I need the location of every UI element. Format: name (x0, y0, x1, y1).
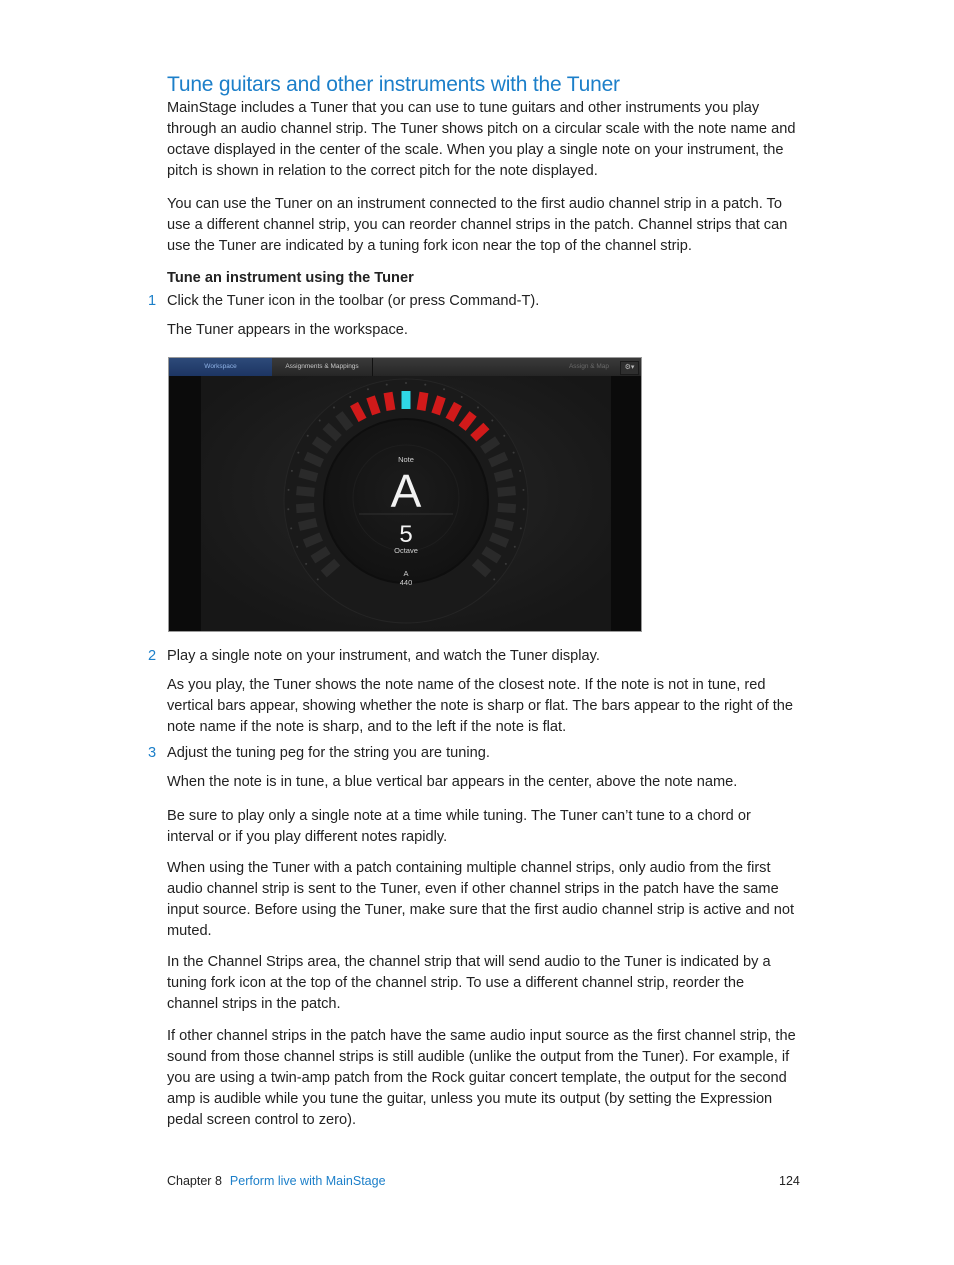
scale-tick (349, 396, 351, 398)
scale-segment (497, 486, 516, 497)
tuner-display (169, 376, 642, 632)
footer-chapter-number: Chapter 8 (167, 1174, 222, 1188)
scale-tick (503, 435, 505, 437)
scale-tick (386, 384, 388, 386)
scale-tick (296, 546, 298, 548)
scale-segment (296, 503, 315, 513)
footer-chapter-title-link[interactable]: Perform live with MainStage (229, 1174, 386, 1188)
scale-tick (367, 388, 369, 390)
intro-paragraph-2: You can use the Tuner on an instrument connected to the first audio channel strip in a patch. To use a different channel strip, you can reorder channel strips in the patch. Channel strips that can use the Tuner are indicated by a tuning fork icon near the top of the channel strip. (167, 196, 788, 254)
tuner-screenshot (168, 357, 642, 632)
scale-tick (297, 452, 299, 454)
tab-assignments-mappings[interactable]: Assignments & Mappings (272, 358, 373, 376)
step-number-2: 2 (148, 648, 157, 664)
step-3-result: When the note is in tune, a blue vertical bar appears in the center, above the note name. (167, 774, 738, 790)
scale-tick (307, 435, 309, 437)
scale-tick (333, 407, 335, 409)
scale-tick (491, 420, 493, 422)
in-tune-bar (402, 391, 411, 409)
scale-tick (287, 508, 289, 510)
scale-segment (296, 486, 315, 497)
scale-tick (522, 489, 524, 491)
note-paragraph-2: When using the Tuner with a patch containing multiple channel strips, only audio from the first audio channel strip is sent to the Tuner, even if other channel strips in the patch have the same input source. Before using the Tuner, make sure that the first audio channel strip is active and not muted. (167, 860, 795, 939)
step-text-3: Adjust the tuning peg for the string you are tuning. (167, 745, 490, 761)
footer-chapter (167, 1174, 386, 1188)
tab-assign-map[interactable]: Assign & Map (568, 363, 610, 370)
octave-label: Octave (394, 546, 418, 555)
scale-tick (424, 384, 426, 386)
scale-segment (497, 503, 516, 513)
scale-tick (405, 382, 407, 384)
reference-note: A (403, 569, 409, 578)
note-label: Note (398, 455, 414, 464)
scale-tick (443, 388, 445, 390)
scale-tick (505, 563, 507, 565)
scale-tick (461, 396, 463, 398)
tab-workspace[interactable]: Workspace (169, 358, 272, 376)
task-heading: Tune an instrument using the Tuner (167, 270, 414, 286)
scale-tick (477, 407, 479, 409)
step-number-1: 1 (148, 293, 157, 309)
scale-tick (288, 489, 290, 491)
scale-tick (291, 470, 293, 472)
scale-tick (520, 527, 522, 529)
page-number: 124 (779, 1174, 800, 1188)
note-paragraph-1: Be sure to play only a single note at a time while tuning. The Tuner can’t tune to a chord or interval or if you play different notes rapidly. (167, 808, 751, 845)
scale-tick (513, 452, 515, 454)
step-text-1: Click the Tuner icon in the toolbar (or press Command-T). (167, 293, 540, 309)
intro-paragraph-1: MainStage includes a Tuner that you can use to tune guitars and other instruments you play through an audio channel strip. The Tuner shows pitch on a circular scale with the note name and octave displayed in the center of the scale. When you play a single note on your instrument, the pitch is shown in relation to the correct pitch for the note displayed. (167, 100, 796, 179)
scale-tick (305, 563, 307, 565)
scale-tick (319, 420, 321, 422)
scale-tick (514, 546, 516, 548)
note-paragraph-3: In the Channel Strips area, the channel strip that will send audio to the Tuner is indicated by a tuning fork icon at the top of the channel strip. To use a different channel strip, reorder the channel strips in the patch. (167, 954, 771, 1012)
page-title: Tune guitars and other instruments with the Tuner (167, 73, 620, 96)
step-text-2: Play a single note on your instrument, and watch the Tuner display. (167, 648, 600, 664)
scale-tick (523, 508, 525, 510)
octave-number: 5 (399, 521, 413, 548)
note-name: A (390, 465, 422, 517)
note-paragraph-4: If other channel strips in the patch have the same audio input source as the first channel strip, the sound from those channel strips is still audible (unlike the output from the Tuner). For example, if you are using a twin-amp patch from the Rock guitar concert template, the output for the second amp is audible while you tune the guitar, unless you mute its output (by setting the Expression pedal screen control to zero). (167, 1028, 796, 1128)
gear-icon[interactable]: ⚙▾ (620, 361, 639, 375)
scale-tick (317, 578, 319, 580)
scale-tick (290, 527, 292, 529)
tab-bar (169, 358, 641, 377)
scale-tick (519, 470, 521, 472)
reference-frequency: 440 (399, 578, 413, 587)
step-1-result: The Tuner appears in the workspace. (167, 322, 408, 338)
step-2-result: As you play, the Tuner shows the note name of the closest note. If the note is not in tune, red vertical bars appear, showing whether the note is sharp or flat. The bars appear to the right of the note name if the note is sharp, and to the left if the note is flat. (167, 677, 794, 735)
scale-tick (493, 578, 495, 580)
step-number-3: 3 (148, 745, 157, 761)
